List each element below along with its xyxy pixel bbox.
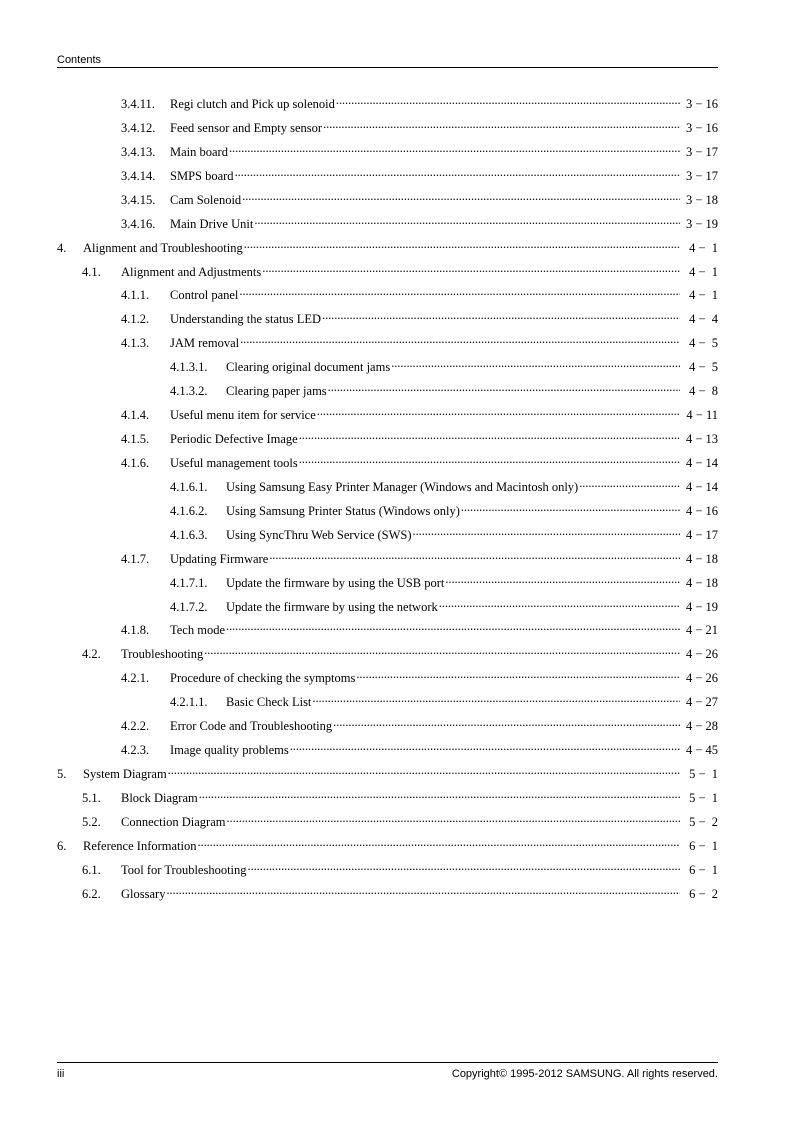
toc-entry-title: Using Samsung Easy Printer Manager (Windows and Macintosh only): [226, 479, 579, 494]
toc-entry-title: Tool for Troubleshooting: [121, 862, 247, 877]
toc-entry-title: Using SyncThru Web Service (SWS): [226, 527, 412, 542]
dot-leader: [439, 595, 680, 611]
toc-entry-title: Image quality problems: [170, 743, 289, 758]
toc-entry[interactable]: [121, 307, 718, 327]
toc-entry-page: 4 − 26: [685, 671, 718, 686]
dot-leader: [254, 212, 680, 228]
toc-entry-title: Error Code and Troubleshooting: [170, 719, 333, 734]
toc-entry[interactable]: [170, 499, 718, 518]
toc-entry[interactable]: [170, 475, 718, 494]
toc-entry-number: 4.2.1.1.: [170, 695, 208, 710]
toc-entry-page: 5 − 2: [689, 814, 718, 829]
dot-leader: [356, 666, 680, 682]
toc-entry-page: 3 − 19: [685, 216, 718, 231]
toc-entry-page: 4 − 26: [685, 647, 718, 662]
toc-entry-page: 4 − 18: [685, 551, 718, 566]
toc-entry-page: 4 − 17: [685, 527, 718, 542]
toc-entry[interactable]: [82, 786, 718, 805]
toc-entry-page: 4 − 5: [689, 360, 718, 375]
dot-leader: [229, 140, 680, 156]
toc-entry-page: 4 − 21: [685, 623, 718, 638]
toc-entry-page: 4 − 4: [689, 312, 718, 327]
footer-copyright: Copyright© 1995-2012 SAMSUNG. All rights reserved.: [451, 1068, 718, 1080]
toc-entry-number: 4.: [57, 240, 67, 255]
toc-entry[interactable]: [170, 595, 718, 614]
toc-entry-number: 4.2.: [82, 647, 101, 662]
dot-leader: [322, 307, 680, 323]
toc-entry-number: 4.1.: [82, 264, 101, 279]
toc-entry-number: 4.1.7.: [121, 551, 150, 566]
toc-entry-page: 4 − 18: [685, 575, 718, 590]
dot-leader: [262, 260, 680, 276]
dot-leader: [269, 547, 680, 563]
toc-entry[interactable]: [121, 116, 718, 135]
toc-entry-number: 4.1.4.: [121, 408, 150, 423]
toc-entry-number: 4.1.3.: [121, 336, 150, 351]
dot-leader: [248, 858, 680, 874]
toc-entry[interactable]: [57, 834, 718, 853]
toc-entry-title: Main Drive Unit: [170, 216, 254, 231]
toc-entry-page: 4 − 28: [685, 719, 718, 734]
dot-leader: [239, 283, 680, 299]
toc-entry[interactable]: [121, 714, 718, 734]
toc-entry-title: System Diagram: [83, 767, 167, 782]
dot-leader: [199, 786, 680, 802]
dot-leader: [336, 92, 680, 108]
toc-entry[interactable]: [57, 236, 718, 255]
dot-leader: [226, 618, 680, 634]
toc-entry-page: 6 − 1: [689, 862, 718, 877]
toc-entry[interactable]: [121, 188, 718, 207]
toc-entry[interactable]: [170, 571, 718, 590]
toc-entry[interactable]: [121, 618, 718, 638]
toc-entry-page: 3 − 18: [685, 192, 718, 207]
toc-entry-title: JAM removal: [170, 336, 240, 351]
toc-entry-number: 4.1.5.: [121, 432, 150, 447]
toc-entry-number: 3.4.16.: [121, 216, 156, 231]
dot-leader: [333, 714, 680, 730]
toc-entry-number: 3.4.11.: [121, 97, 155, 111]
toc-entry-number: 6.: [57, 838, 67, 853]
dot-leader: [323, 116, 680, 132]
toc-entry-number: 4.2.1.: [121, 671, 150, 686]
dot-leader: [227, 810, 681, 826]
toc-entry-page: 4 − 8: [689, 384, 718, 399]
dot-leader: [328, 379, 680, 395]
toc-entry-title: Glossary: [121, 886, 166, 901]
toc-entry-number: 4.1.7.1.: [170, 575, 208, 590]
toc-entry[interactable]: [121, 738, 718, 758]
toc-entry-title: Clearing paper jams: [226, 384, 327, 399]
toc-entry[interactable]: [170, 355, 718, 375]
dot-leader: [579, 475, 680, 491]
toc-entry-title: Alignment and Troubleshooting: [83, 240, 243, 255]
toc-entry-title: Feed sensor and Empty sensor: [170, 120, 323, 135]
toc-entry-page: 4 − 27: [685, 695, 718, 710]
toc-entry-title: Periodic Defective Image: [170, 432, 298, 447]
dot-leader: [197, 834, 680, 850]
toc-entry[interactable]: [57, 762, 718, 782]
toc-entry-title: SMPS board: [170, 168, 234, 183]
dot-leader: [317, 403, 680, 419]
toc-entry-page: 4 − 14: [685, 455, 718, 470]
toc-entry[interactable]: [121, 451, 718, 470]
toc-entry-page: 4 − 19: [685, 599, 718, 614]
footer-page-number: iii: [57, 1068, 65, 1080]
page-header: [57, 53, 718, 68]
dot-leader: [391, 355, 680, 371]
toc-entry-page: 3 − 16: [685, 120, 718, 135]
dot-leader: [166, 882, 680, 898]
toc-entry-page: 4 − 16: [685, 503, 718, 518]
toc-entry-page: 4 − 45: [685, 743, 718, 758]
toc-entry-title: Understanding the status LED: [170, 312, 322, 327]
toc-entry-page: 4 − 14: [685, 479, 718, 494]
toc-entry[interactable]: [121, 331, 718, 351]
toc-entry-number: 3.4.12.: [121, 120, 156, 135]
dot-leader: [461, 499, 680, 515]
toc-entry-number: 5.2.: [82, 814, 101, 829]
toc-entry[interactable]: [170, 523, 718, 542]
toc-entry[interactable]: [121, 666, 718, 686]
toc-entry-page: 4 − 1: [689, 240, 718, 255]
toc-entry[interactable]: [82, 260, 718, 279]
dot-leader: [299, 427, 680, 443]
toc-entry-number: 4.2.2.: [121, 719, 150, 734]
toc-entry[interactable]: [121, 283, 718, 303]
toc-entry[interactable]: [121, 164, 718, 183]
toc-entry-title: Tech mode: [170, 623, 226, 638]
toc-entry-number: 4.1.7.2.: [170, 599, 208, 614]
toc-entry-page: 6 − 2: [689, 886, 718, 901]
toc-entry-title: Connection Diagram: [121, 814, 226, 829]
toc-entry-title: Block Diagram: [121, 790, 198, 805]
toc-entry[interactable]: [82, 858, 718, 877]
dot-leader: [312, 690, 680, 706]
toc-entry-number: 4.1.6.1.: [170, 479, 208, 494]
dot-leader: [413, 523, 680, 539]
toc-entry-page: 6 − 1: [689, 838, 718, 853]
toc-entry-number: 4.1.3.1.: [170, 360, 208, 375]
page-footer: [57, 1062, 718, 1081]
toc-entry-number: 3.4.14.: [121, 168, 156, 183]
toc-entry-title: Main board: [170, 144, 228, 159]
dot-leader: [242, 188, 680, 204]
toc-entry-number: 5.: [57, 767, 67, 782]
toc-entry-page: 4 − 11: [686, 408, 718, 423]
toc-entry-number: 4.1.6.2.: [170, 503, 208, 518]
toc-entry[interactable]: [170, 379, 718, 399]
dot-leader: [445, 571, 680, 587]
toc-entry-number: 4.1.6.3.: [170, 527, 208, 542]
toc-entry[interactable]: [121, 403, 718, 423]
toc-entry-title: Reference Information: [83, 838, 197, 853]
header-title: Contents: [57, 54, 102, 66]
toc-entry-number: 4.1.6.: [121, 455, 150, 470]
toc-entry-title: Useful management tools: [170, 455, 298, 470]
dot-leader: [235, 164, 680, 180]
dot-leader: [204, 642, 680, 658]
toc-entry-title: Regi clutch and Pick up solenoid: [170, 97, 335, 111]
toc-entry-number: 3.4.13.: [121, 144, 156, 159]
toc-entry-page: 4 − 1: [689, 264, 718, 279]
toc-entry-number: 4.1.1.: [121, 288, 150, 303]
toc-entry-title: Update the firmware by using the network: [226, 599, 438, 614]
toc-entry-title: Updating Firmware: [170, 551, 269, 566]
toc-entry[interactable]: [121, 212, 718, 231]
toc-entry-page: 3 − 16: [685, 97, 718, 111]
toc-entry[interactable]: [170, 690, 718, 710]
toc-entry-title: Using Samsung Printer Status (Windows only): [226, 503, 460, 518]
toc-entry-number: 4.1.8.: [121, 623, 150, 638]
toc-entry-page: 4 − 13: [685, 432, 718, 447]
toc-entry-number: 4.2.3.: [121, 743, 150, 758]
toc-entry[interactable]: [121, 547, 718, 566]
toc-entry[interactable]: [82, 810, 718, 829]
dot-leader: [244, 236, 680, 252]
toc-entry[interactable]: [121, 92, 718, 111]
toc-entry-number: 3.4.15.: [121, 192, 156, 207]
toc-entry-title: Alignment and Adjustments: [121, 264, 262, 279]
dot-leader: [299, 451, 680, 467]
toc-entry[interactable]: [82, 882, 718, 901]
toc-entry-page: 3 − 17: [685, 144, 718, 159]
toc-entry-title: Troubleshooting: [121, 647, 204, 662]
toc-entry[interactable]: [82, 642, 718, 662]
toc-entry-number: 4.1.3.2.: [170, 384, 208, 399]
dot-leader: [290, 738, 680, 754]
toc-entry-number: 5.1.: [82, 790, 101, 805]
toc-entry-title: Update the firmware by using the USB port: [226, 575, 445, 590]
toc-entry-page: 3 − 17: [685, 168, 718, 183]
toc-entry-title: Basic Check List: [226, 695, 312, 710]
toc-entry-page: 5 − 1: [689, 790, 718, 805]
toc-entry-title: Clearing original document jams: [226, 360, 391, 375]
toc-entry[interactable]: [121, 427, 718, 447]
toc-entry-number: 4.1.2.: [121, 312, 150, 327]
toc-entry-title: Cam Solenoid: [170, 192, 242, 207]
toc-entry-number: 6.2.: [82, 886, 101, 901]
toc-entry-title: Control panel: [170, 288, 239, 303]
toc-entry-number: 6.1.: [82, 862, 101, 877]
toc-entry-page: 4 − 5: [689, 336, 718, 351]
toc-entry-title: Useful menu item for service: [170, 408, 316, 423]
toc-entry[interactable]: [121, 140, 718, 159]
toc-entry-page: 5 − 1: [689, 767, 718, 782]
dot-leader: [240, 331, 680, 347]
dot-leader: [168, 762, 680, 778]
toc-entry-page: 4 − 1: [689, 288, 718, 303]
toc-entry-title: Procedure of checking the symptoms: [170, 671, 356, 686]
